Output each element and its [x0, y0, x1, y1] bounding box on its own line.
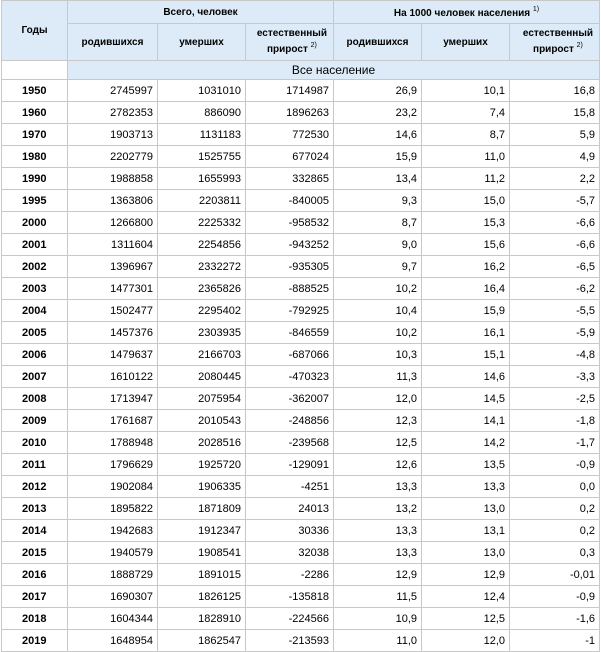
deaths-cell: 886090: [158, 102, 246, 124]
deaths-cell: 1525755: [158, 146, 246, 168]
growth-rate-cell: 2,2: [510, 168, 600, 190]
year-cell: 1980: [2, 146, 68, 168]
growth-cell: -687066: [246, 344, 334, 366]
table-row: [2, 520, 600, 542]
footnote-marker: 2): [576, 42, 583, 49]
births-rate-cell: 12,6: [334, 454, 422, 476]
year-cell: 2010: [2, 432, 68, 454]
deaths-cell: 2332272: [158, 256, 246, 278]
deaths-rate-cell: 16,2: [422, 256, 510, 278]
births-cell: 1610122: [68, 366, 158, 388]
growth-header: [246, 24, 334, 61]
growth-cell: -888525: [246, 278, 334, 300]
growth-rate-cell: 16,8: [510, 80, 600, 102]
births-rate-cell: 10,4: [334, 300, 422, 322]
table-row: [2, 212, 600, 234]
births-rate-cell: 13,3: [334, 476, 422, 498]
births-cell: 1457376: [68, 322, 158, 344]
year-cell: 2016: [2, 564, 68, 586]
section-blank-cell: [2, 61, 68, 80]
births-rate-cell: 12,5: [334, 432, 422, 454]
deaths-rate-cell: 12,0: [422, 630, 510, 652]
deaths-rate-cell: 13,5: [422, 454, 510, 476]
year-cell: 2002: [2, 256, 68, 278]
deaths-cell: 2295402: [158, 300, 246, 322]
deaths-rate-cell: 15,6: [422, 234, 510, 256]
growth-cell: -362007: [246, 388, 334, 410]
births-rate-cell: 9,3: [334, 190, 422, 212]
table-row: [2, 586, 600, 608]
growth-cell: -846559: [246, 322, 334, 344]
births-cell: 1311604: [68, 234, 158, 256]
year-cell: 2012: [2, 476, 68, 498]
growth-header-line1: естественный: [256, 28, 327, 39]
growth-cell: 1714987: [246, 80, 334, 102]
growth-rate-cell: 4,9: [510, 146, 600, 168]
births-cell: 1477301: [68, 278, 158, 300]
total-group-label: Всего, человек: [163, 6, 238, 18]
growth-cell: 677024: [246, 146, 334, 168]
births-rate-cell: 12,3: [334, 410, 422, 432]
deaths-cell: 1655993: [158, 168, 246, 190]
deaths-rate-cell: 12,5: [422, 608, 510, 630]
births-cell: 1902084: [68, 476, 158, 498]
births-rate-cell: 9,7: [334, 256, 422, 278]
table-body: [2, 61, 600, 652]
deaths-cell: 1908541: [158, 542, 246, 564]
growth-rate-cell: 5,9: [510, 124, 600, 146]
deaths-cell: 1828910: [158, 608, 246, 630]
year-cell: 2011: [2, 454, 68, 476]
growth-rate-cell: 0,3: [510, 542, 600, 564]
births-rate-cell: 11,0: [334, 630, 422, 652]
deaths-cell: 1826125: [158, 586, 246, 608]
deaths-cell: 2225332: [158, 212, 246, 234]
year-cell: 1950: [2, 80, 68, 102]
year-cell: 1995: [2, 190, 68, 212]
births-rate-cell: 23,2: [334, 102, 422, 124]
deaths-rate-cell: 14,1: [422, 410, 510, 432]
births-rate-cell: 13,2: [334, 498, 422, 520]
deaths-cell: 1031010: [158, 80, 246, 102]
growth-rate-cell: -5,5: [510, 300, 600, 322]
deaths-cell: 2254856: [158, 234, 246, 256]
year-cell: 2014: [2, 520, 68, 542]
growth-rate-cell: -5,7: [510, 190, 600, 212]
table-row: [2, 124, 600, 146]
year-cell: 2006: [2, 344, 68, 366]
growth-rate-header-line1: естественный: [522, 28, 594, 39]
growth-rate-header: [510, 24, 600, 61]
deaths-cell: 1871809: [158, 498, 246, 520]
births-cell: 1363806: [68, 190, 158, 212]
deaths-rate-cell: 8,7: [422, 124, 510, 146]
growth-cell: -4251: [246, 476, 334, 498]
growth-rate-cell: -0,9: [510, 586, 600, 608]
per1000-group-header: [334, 1, 600, 24]
growth-rate-cell: -4,8: [510, 344, 600, 366]
growth-cell: -2286: [246, 564, 334, 586]
births-cell: 1479637: [68, 344, 158, 366]
growth-rate-cell: -6,5: [510, 256, 600, 278]
deaths-cell: 2028516: [158, 432, 246, 454]
year-cell: 2005: [2, 322, 68, 344]
births-cell: 1761687: [68, 410, 158, 432]
table-row: [2, 256, 600, 278]
deaths-rate-cell: 11,0: [422, 146, 510, 168]
deaths-rate-cell: 15,9: [422, 300, 510, 322]
deaths-rate-cell: 13,0: [422, 542, 510, 564]
growth-cell: -958532: [246, 212, 334, 234]
table-row: [2, 234, 600, 256]
year-cell: 2009: [2, 410, 68, 432]
year-cell: 2013: [2, 498, 68, 520]
growth-rate-cell: 0,2: [510, 498, 600, 520]
growth-rate-cell: -1,6: [510, 608, 600, 630]
section-title: Все население: [68, 61, 600, 80]
births-cell: 1942683: [68, 520, 158, 542]
table-header: [2, 1, 600, 61]
deaths-cell: 2166703: [158, 344, 246, 366]
births-cell: 1903713: [68, 124, 158, 146]
growth-rate-cell: -3,3: [510, 366, 600, 388]
births-rate-cell: 13,4: [334, 168, 422, 190]
deaths-cell: 1862547: [158, 630, 246, 652]
births-cell: 1604344: [68, 608, 158, 630]
births-rate-cell: 10,3: [334, 344, 422, 366]
births-cell: 2202779: [68, 146, 158, 168]
growth-cell: -213593: [246, 630, 334, 652]
births-cell: 1648954: [68, 630, 158, 652]
growth-cell: -935305: [246, 256, 334, 278]
table-row: [2, 190, 600, 212]
births-cell: 2745997: [68, 80, 158, 102]
births-rate-cell: 13,3: [334, 520, 422, 542]
years-header: Годы: [2, 1, 68, 61]
year-cell: 2015: [2, 542, 68, 564]
births-rate-cell: 26,9: [334, 80, 422, 102]
year-cell: 1960: [2, 102, 68, 124]
births-cell: 1502477: [68, 300, 158, 322]
deaths-rate-cell: 16,1: [422, 322, 510, 344]
growth-rate-cell: -0,9: [510, 454, 600, 476]
births-cell: 2782353: [68, 102, 158, 124]
per1000-group-label: На 1000 человек населения: [393, 7, 531, 19]
growth-rate-cell: -1,7: [510, 432, 600, 454]
births-rate-cell: 10,2: [334, 322, 422, 344]
growth-cell: -943252: [246, 234, 334, 256]
growth-rate-cell: 0,2: [510, 520, 600, 542]
births-cell: 1940579: [68, 542, 158, 564]
growth-cell: -248856: [246, 410, 334, 432]
table-row: [2, 542, 600, 564]
table-row: [2, 564, 600, 586]
table-row: [2, 366, 600, 388]
growth-cell: -129091: [246, 454, 334, 476]
deaths-rate-cell: 13,3: [422, 476, 510, 498]
growth-rate-cell: -6,2: [510, 278, 600, 300]
deaths-cell: 2365826: [158, 278, 246, 300]
year-cell: 2019: [2, 630, 68, 652]
births-rate-cell: 15,9: [334, 146, 422, 168]
growth-cell: 772530: [246, 124, 334, 146]
deaths-cell: 2203811: [158, 190, 246, 212]
growth-cell: -792925: [246, 300, 334, 322]
deaths-rate-cell: 13,0: [422, 498, 510, 520]
births-rate-header: родившихся: [334, 24, 422, 61]
deaths-cell: 1131183: [158, 124, 246, 146]
deaths-rate-cell: 10,1: [422, 80, 510, 102]
year-cell: 1970: [2, 124, 68, 146]
deaths-cell: 2303935: [158, 322, 246, 344]
growth-cell: 1896263: [246, 102, 334, 124]
growth-cell: -239568: [246, 432, 334, 454]
growth-rate-cell: -1,8: [510, 410, 600, 432]
births-cell: 1713947: [68, 388, 158, 410]
table-row: [2, 454, 600, 476]
deaths-rate-cell: 12,9: [422, 564, 510, 586]
deaths-cell: 2010543: [158, 410, 246, 432]
deaths-rate-cell: 11,2: [422, 168, 510, 190]
table-row: [2, 476, 600, 498]
deaths-header: умерших: [158, 24, 246, 61]
births-cell: 1895822: [68, 498, 158, 520]
births-rate-cell: 9,0: [334, 234, 422, 256]
deaths-rate-cell: 16,4: [422, 278, 510, 300]
deaths-cell: 1906335: [158, 476, 246, 498]
deaths-rate-cell: 7,4: [422, 102, 510, 124]
births-rate-cell: 10,9: [334, 608, 422, 630]
table-row: [2, 630, 600, 652]
growth-cell: 30336: [246, 520, 334, 542]
births-cell: 1988858: [68, 168, 158, 190]
births-rate-cell: 13,3: [334, 542, 422, 564]
births-rate-cell: 11,5: [334, 586, 422, 608]
table-row: [2, 300, 600, 322]
section-row: [2, 61, 600, 80]
table-row: [2, 322, 600, 344]
table-row: [2, 498, 600, 520]
year-cell: 2003: [2, 278, 68, 300]
deaths-rate-cell: 15,0: [422, 190, 510, 212]
footnote-marker: 2): [310, 42, 317, 49]
growth-rate-cell: 15,8: [510, 102, 600, 124]
births-rate-cell: 12,0: [334, 388, 422, 410]
growth-cell: -224566: [246, 608, 334, 630]
growth-rate-cell: -2,5: [510, 388, 600, 410]
births-cell: 1788948: [68, 432, 158, 454]
growth-cell: 32038: [246, 542, 334, 564]
table-row: [2, 410, 600, 432]
births-rate-cell: 10,2: [334, 278, 422, 300]
table-row: [2, 278, 600, 300]
table-row: [2, 168, 600, 190]
growth-cell: 24013: [246, 498, 334, 520]
footnote-marker: 1): [532, 5, 540, 13]
deaths-rate-cell: 12,4: [422, 586, 510, 608]
growth-header-line2: прирост: [267, 44, 308, 55]
year-cell: 2007: [2, 366, 68, 388]
year-cell: 2004: [2, 300, 68, 322]
births-rate-cell: 14,6: [334, 124, 422, 146]
table-row: [2, 432, 600, 454]
deaths-rate-cell: 13,1: [422, 520, 510, 542]
table-row: [2, 608, 600, 630]
growth-rate-header-line2: прирост: [533, 44, 574, 55]
births-rate-cell: 8,7: [334, 212, 422, 234]
births-cell: 1266800: [68, 212, 158, 234]
births-rate-cell: 12,9: [334, 564, 422, 586]
deaths-rate-cell: 15,3: [422, 212, 510, 234]
table-row: [2, 102, 600, 124]
year-cell: 1990: [2, 168, 68, 190]
growth-cell: -470323: [246, 366, 334, 388]
deaths-cell: 2080445: [158, 366, 246, 388]
births-header: родившихся: [68, 24, 158, 61]
total-group-header: [68, 1, 334, 24]
deaths-rate-cell: 14,6: [422, 366, 510, 388]
growth-rate-cell: -6,6: [510, 234, 600, 256]
year-cell: 2017: [2, 586, 68, 608]
year-cell: 2008: [2, 388, 68, 410]
year-cell: 2001: [2, 234, 68, 256]
growth-cell: -840005: [246, 190, 334, 212]
table-row: [2, 388, 600, 410]
year-cell: 2000: [2, 212, 68, 234]
births-cell: 1396967: [68, 256, 158, 278]
growth-rate-cell: -5,9: [510, 322, 600, 344]
demographics-table: [1, 0, 600, 652]
deaths-cell: 1891015: [158, 564, 246, 586]
growth-rate-cell: -6,6: [510, 212, 600, 234]
growth-rate-cell: -0,01: [510, 564, 600, 586]
growth-rate-cell: 0,0: [510, 476, 600, 498]
deaths-cell: 1925720: [158, 454, 246, 476]
deaths-cell: 1912347: [158, 520, 246, 542]
year-cell: 2018: [2, 608, 68, 630]
deaths-cell: 2075954: [158, 388, 246, 410]
growth-cell: -135818: [246, 586, 334, 608]
deaths-rate-header: умерших: [422, 24, 510, 61]
births-cell: 1690307: [68, 586, 158, 608]
births-rate-cell: 11,3: [334, 366, 422, 388]
table-row: [2, 344, 600, 366]
deaths-rate-cell: 15,1: [422, 344, 510, 366]
deaths-rate-cell: 14,2: [422, 432, 510, 454]
births-cell: 1888729: [68, 564, 158, 586]
growth-cell: 332865: [246, 168, 334, 190]
table-row: [2, 80, 600, 102]
growth-rate-cell: -1: [510, 630, 600, 652]
births-cell: 1796629: [68, 454, 158, 476]
deaths-rate-cell: 14,5: [422, 388, 510, 410]
table-row: [2, 146, 600, 168]
